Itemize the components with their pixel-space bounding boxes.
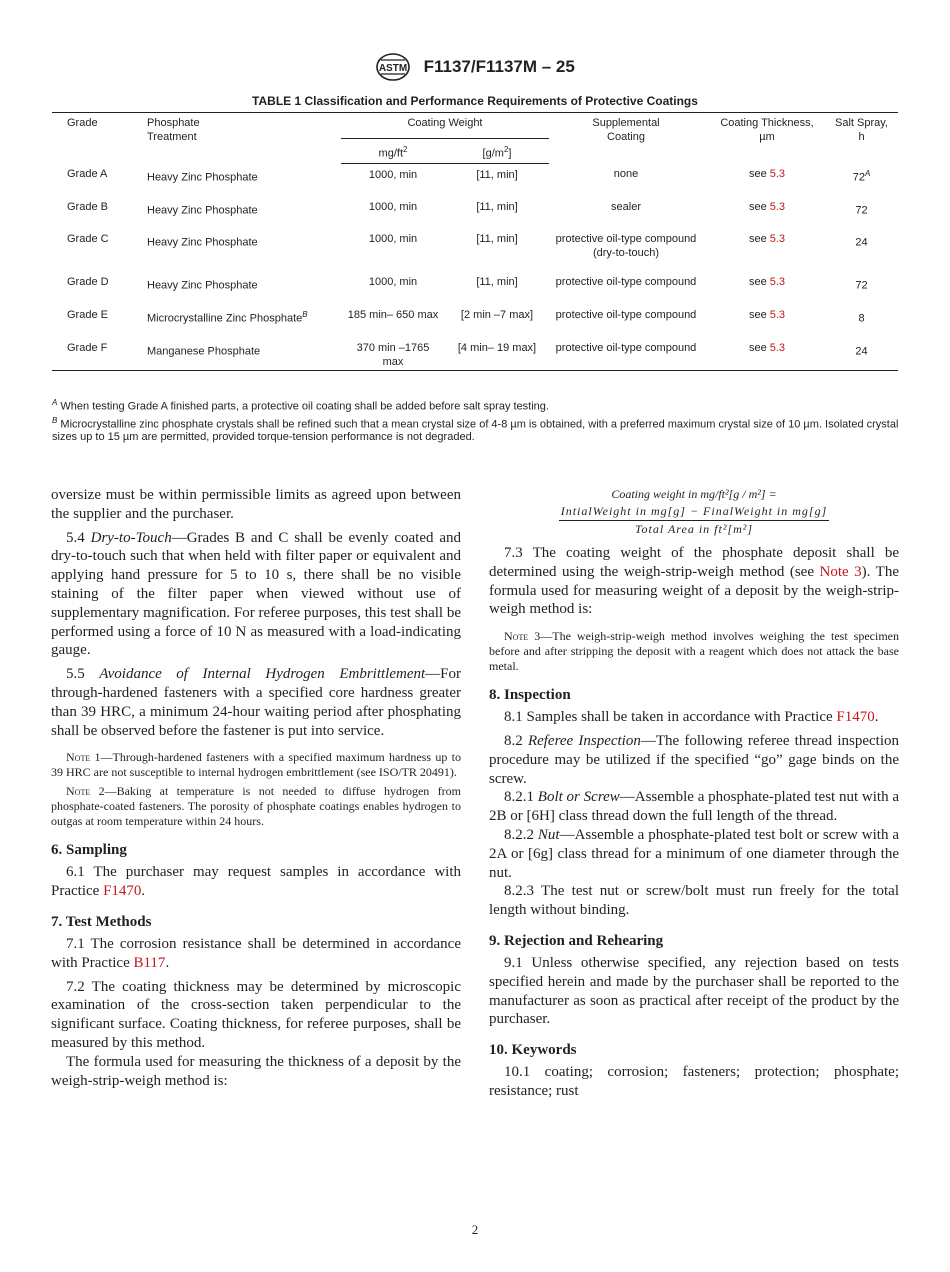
section-8-2-3: 8.2.3 The test nut or screw/bolt must run freely for the total length without binding. bbox=[489, 883, 899, 919]
astm-logo-icon bbox=[375, 52, 411, 82]
cell-supplemental: sealer bbox=[611, 200, 641, 213]
header-unit-gm: $[g/m^2]$ bbox=[445, 139, 549, 164]
page-number: 2 bbox=[471, 1222, 479, 1237]
cell-treatment: Heavy Zinc Phosphate bbox=[147, 237, 258, 250]
cell-thickness: see 5.3 bbox=[703, 339, 831, 371]
cell-weight-mg: 1000, min bbox=[368, 168, 418, 181]
heading-inspection: 8. Inspection bbox=[489, 687, 571, 704]
table-row bbox=[52, 163, 898, 198]
section-8-2-1: 8.2.1 Bolt or Screw—Assemble a phosphate-plated test nut with a 2B or [6H] class thread down the full length of the thread. bbox=[489, 789, 900, 825]
cell-weight-gm: [11, min] bbox=[476, 233, 518, 246]
cell-grade: Grade F bbox=[52, 339, 143, 371]
cell-weight-mg: 1000, min bbox=[368, 233, 418, 246]
cell-treatment: Manganese Phosphate bbox=[143, 339, 341, 371]
section-10-1: 10.1 coating; corrosion; fasteners; protection; phosphate; resistance; rust bbox=[489, 1064, 899, 1099]
table-row bbox=[52, 273, 898, 306]
section-7-2: 7.2 The coating thickness may be determined by microscopic examination of the cross-section taken perpendicular to the significant surface. Coating thickness, for referee purposes, shall be measured by this method. bbox=[51, 978, 461, 1051]
cell-grade: Grade D bbox=[67, 276, 109, 289]
heading-sampling: 6. Sampling bbox=[51, 842, 127, 859]
cell-grade: Grade E bbox=[67, 309, 108, 322]
cell-salt-spray: 24 bbox=[855, 237, 868, 250]
left-column bbox=[51, 486, 461, 1090]
header-coating-thickness: Coating Thickness, µm bbox=[703, 113, 831, 164]
cell-thickness: see 5.3 bbox=[748, 276, 786, 289]
heading-keywords: 10. Keywords bbox=[489, 1042, 577, 1059]
cell-grade: Grade A bbox=[67, 168, 108, 181]
table-footnotes bbox=[52, 396, 902, 444]
cell-supplemental: protective oil-type compound (dry-to-touch) bbox=[555, 233, 697, 260]
cell-supplemental: none bbox=[613, 168, 639, 181]
cell-weight-mg: 1000, min bbox=[368, 200, 418, 213]
cell-salt-spray: 72 bbox=[855, 204, 868, 217]
cell-salt-spray: 24 bbox=[831, 339, 898, 371]
link-section-5-3[interactable]: 5.3 bbox=[769, 309, 786, 322]
cell-weight-gm: [4 min– 19 max] bbox=[445, 339, 549, 371]
cell-thickness: see 5.3 bbox=[748, 168, 786, 181]
section-6-1: 6.1 The purchaser may request samples in accordance with Practice F1470. bbox=[51, 864, 461, 900]
header-supplemental-coating: Supplemental Coating bbox=[549, 113, 703, 164]
cell-weight-mg: 370 min –1765 max bbox=[341, 339, 445, 371]
section-8-1: 8.1 Samples shall be taken in accordance with Practice F1470. bbox=[504, 709, 879, 726]
section-9-1: 9.1 Unless otherwise specified, any rejection based on tests specified herein and made by the purchaser shall be reported to the manufacturer as soon as practical after receipt of the product by the purchaser. bbox=[489, 954, 899, 1028]
note-1: Note 1—Through-hardened fasteners with a specified maximum hardness up to 39 HRC are not susceptible to internal hydrogen embrittlement (see ISO/TR 20491). bbox=[51, 750, 461, 780]
table-row bbox=[52, 198, 898, 231]
link-section-5-3[interactable]: 5.3 bbox=[769, 200, 786, 213]
heading-rejection: 9. Rejection and Rehearing bbox=[489, 932, 664, 949]
link-f1470[interactable]: F1470 bbox=[103, 883, 142, 900]
cell-treatment: Microcrystalline Zinc Phosphate$^B$ bbox=[147, 310, 308, 325]
header-phosphate-treatment: Phosphate Treatment bbox=[143, 113, 341, 164]
cell-treatment: Heavy Zinc Phosphate bbox=[147, 204, 258, 217]
link-note-3[interactable]: Note 3 bbox=[819, 563, 862, 580]
right-column bbox=[489, 486, 899, 1101]
note-2: Note 2—Baking at temperature is not needed to diffuse hydrogen from phosphate-coated fasteners. The porosity of phosphate coatings enables hydrogen to outgas at room temperature within 24 hours. bbox=[51, 784, 461, 829]
formula-intro: The formula used for measuring the thickness of a deposit by the weigh-strip-weigh method is: bbox=[51, 1053, 461, 1089]
section-7-1: 7.1 The corrosion resistance shall be determined in accordance with Practice B117. bbox=[51, 935, 461, 971]
cell-weight-gm: [11, min] bbox=[476, 168, 518, 181]
cell-thickness: see 5.3 bbox=[748, 200, 786, 213]
section-5-4: 5.4 Dry-to-Touch—Grades B and C shall be evenly coated and dry-to-touch such that when held with filter paper or equivalent and applying hand pressure for 5 to 10 s, there shall be no visible staining of the filter paper when viewed without use of supplementary magnification. For referee purposes, this test shall be performed using a force of 10 N as measured with a load-indicating gauge. bbox=[51, 529, 461, 659]
cell-salt-spray: 8 bbox=[858, 312, 865, 325]
cell-grade: Grade B bbox=[67, 200, 108, 213]
coating-weight-formula bbox=[489, 486, 899, 538]
svg-text:ASTM: ASTM bbox=[378, 63, 408, 74]
table-row bbox=[52, 306, 898, 339]
header-grade: Grade bbox=[52, 113, 143, 164]
cell-supplemental: protective oil-type compound bbox=[555, 276, 697, 289]
cell-treatment: Heavy Zinc Phosphate bbox=[147, 280, 258, 293]
heading-test-methods: 7. Test Methods bbox=[51, 913, 152, 930]
cell-thickness: see 5.3 bbox=[748, 309, 786, 322]
section-8-2: 8.2 Referee Inspection—The following referee thread inspection procedure may be utilized if the specified “go” gage binds on the screw. bbox=[489, 732, 899, 787]
note-3: Note 3—The weigh-strip-weigh method involves weighing the test specimen before and after stripping the deposit with a reagent which does not attack the base metal. bbox=[489, 629, 899, 674]
link-section-5-3[interactable]: 5.3 bbox=[769, 233, 786, 246]
link-section-5-3[interactable]: 5.3 bbox=[769, 168, 786, 181]
paragraph-oversize: oversize must be within permissible limits as agreed upon between the supplier and the purchaser. bbox=[51, 487, 461, 522]
cell-salt-spray: 72 bbox=[855, 280, 868, 293]
table-caption: TABLE 1 Classification and Performance Requirements of Protective Coatings bbox=[252, 94, 698, 108]
requirements-table bbox=[52, 112, 898, 371]
section-7-3: 7.3 The coating weight of the phosphate deposit shall be determined using the weigh-strip-weigh method (see Note 3). The formula used for measuring weight of a deposit by the weigh-strip-weigh method is: bbox=[489, 545, 899, 618]
footnote-a: $^A$ When testing Grade A finished parts, a protective oil coating shall be added before salt spray testing. bbox=[52, 398, 549, 413]
table-row bbox=[52, 230, 898, 273]
cell-supplemental: protective oil-type compound bbox=[555, 309, 697, 322]
section-5-5: 5.5 Avoidance of Internal Hydrogen Embrittlement—For through-hardened fasteners with a specified core hardness greater than 39 HRC, a minimum 24-hour waiting period after phosphating shall be observed before the fastener is put into service. bbox=[51, 666, 462, 739]
cell-weight-mg: 1000, min bbox=[368, 276, 418, 289]
cell-grade: Grade C bbox=[67, 233, 109, 246]
cell-treatment: Heavy Zinc Phosphate bbox=[147, 171, 258, 184]
cell-weight-gm: [11, min] bbox=[476, 200, 518, 213]
formula-numerator: IntialWeight in mg[g] − FinalWeight in mg[g] bbox=[559, 503, 830, 521]
page-header bbox=[0, 52, 950, 82]
formula-lhs: Coating weight in mg/ft²[g / m²] = bbox=[611, 487, 777, 501]
document-id: F1137/F1137M – 25 bbox=[423, 57, 575, 76]
cell-salt-spray: $72^A$ bbox=[852, 169, 871, 184]
cell-weight-gm: [11, min] bbox=[476, 276, 518, 289]
link-f1470-2[interactable]: F1470 bbox=[836, 709, 875, 726]
header-unit-mg: $mg/ft^2$ bbox=[341, 139, 445, 164]
header-salt-spray: Salt Spray, h bbox=[831, 113, 898, 164]
cell-supplemental: protective oil-type compound bbox=[549, 339, 703, 371]
cell-weight-mg: 185 min– 650 max bbox=[347, 309, 439, 322]
cell-thickness: see 5.3 bbox=[748, 233, 786, 246]
header-coating-weight: Coating Weight bbox=[341, 113, 549, 139]
link-section-5-3[interactable]: 5.3 bbox=[769, 276, 786, 289]
section-8-2-2: 8.2.2 Nut—Assemble a phosphate-plated test bolt or screw with a 2A or [6g] class thread for a minimum of one diameter through the nut. bbox=[489, 826, 900, 881]
link-section-5-3[interactable]: 5.3 bbox=[769, 341, 786, 354]
formula-fraction bbox=[559, 503, 830, 538]
footnote-b: $^B$ Microcrystalline zinc phosphate crystals shall be refined such that a mean crystal size of 4-8 µm is obtained, with a preferred maximum crystal size of 10 µm. Isolated crystal sizes up to 15 µm are permitted, provided torque-tension performance is not degraded. bbox=[52, 415, 899, 444]
table-row bbox=[52, 339, 898, 371]
cell-weight-gm: [2 min –7 max] bbox=[460, 309, 534, 322]
formula-denominator: Total Area in ft²[m²] bbox=[634, 522, 754, 536]
link-b117[interactable]: B117 bbox=[133, 954, 166, 971]
